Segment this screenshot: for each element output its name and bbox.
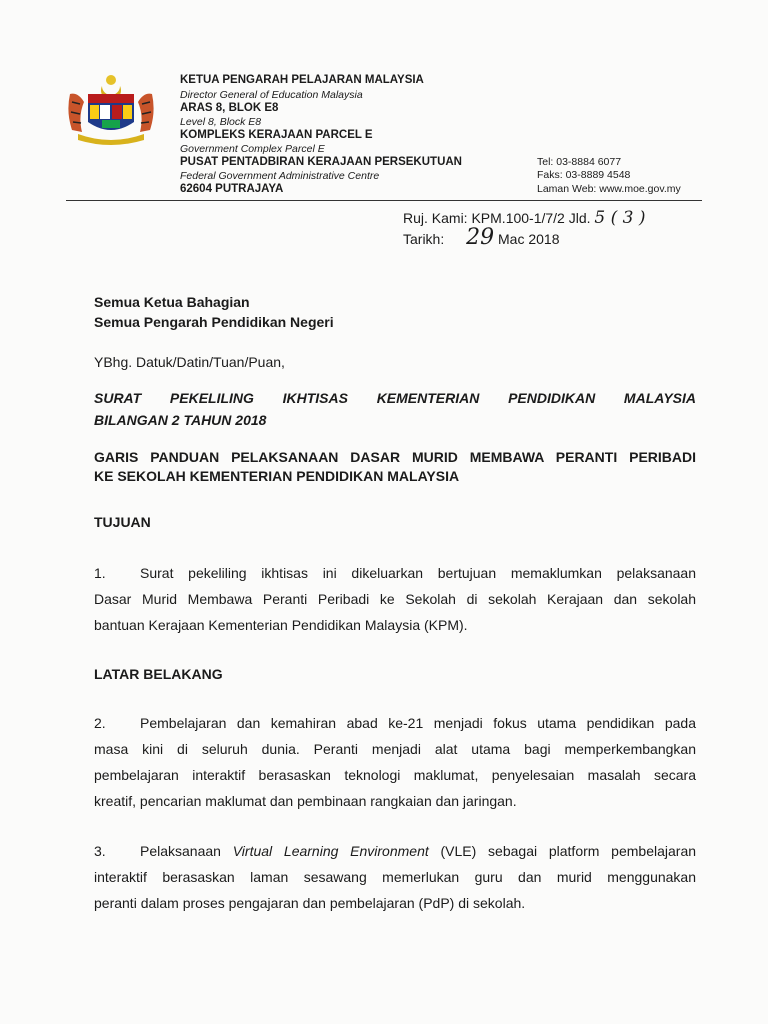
paragraph-1-line-2: Dasar Murid Membawa Peranti Peribadi ke Sekolah di sekolah Kerajaan dan sekolah xyxy=(94,591,696,607)
paragraph-3-line-3: peranti dalam proses pengajaran dan pembelajaran (PdP) di sekolah. xyxy=(94,895,526,911)
section-heading-tujuan: TUJUAN xyxy=(94,514,151,530)
paragraph-1-line-3: bantuan Kerajaan Kementerian Pendidikan Malaysia (KPM). xyxy=(94,617,468,633)
coat-of-arms-icon xyxy=(62,72,160,148)
date-label: Tarikh: xyxy=(403,231,445,247)
contact-web: Laman Web: www.moe.gov.my xyxy=(537,183,681,195)
letterhead-line-8: Federal Government Administrative Centre xyxy=(180,170,380,182)
paragraph-2-line-3: pembelajaran interaktif berasaskan teknologi maklumat, penyelesaian masalah secara xyxy=(94,767,696,783)
contact-fax: Faks: 03-8889 4548 xyxy=(537,169,631,181)
letterhead-line-5: KOMPLEKS KERAJAAN PARCEL E xyxy=(180,129,373,141)
paragraph-2-line-1: 2. Pembelajaran dan kemahiran abad ke-21 menjadi fokus utama pendidikan pada xyxy=(94,715,696,731)
paragraph-3-line-1: 3. Pelaksanaan Virtual Learning Environment (VLE) sebagai platform pembelajaran xyxy=(94,843,697,859)
letterhead-divider xyxy=(66,200,702,201)
reference-label: Ruj. Kami: KPM.100-1/7/2 Jld. xyxy=(403,210,591,226)
letterhead-line-6: Government Complex Parcel E xyxy=(180,143,325,155)
subject-line-1: GARIS PANDUAN PELAKSANAAN DASAR MURID MEMBAWA PERANTI PERIBADI xyxy=(94,449,696,465)
subject-line-2: KE SEKOLAH KEMENTERIAN PENDIDIKAN MALAYSIA xyxy=(94,468,460,484)
paragraph-2-line-2: masa kini di seluruh dunia. Peranti menjadi alat utama bagi memperkembangkan xyxy=(94,741,696,757)
reference-handwritten: 5 ( 3 ) xyxy=(594,208,646,228)
letterhead-line-4: Level 8, Block E8 xyxy=(180,116,262,128)
paragraph-1 xyxy=(94,560,696,638)
salutation: YBhg. Datuk/Datin/Tuan/Puan, xyxy=(94,354,285,370)
paragraph-2 xyxy=(94,710,696,814)
letterhead-line-3: ARAS 8, BLOK E8 xyxy=(180,102,279,114)
recipient-line-1: Semua Ketua Bahagian xyxy=(94,294,250,310)
contact-tel: Tel: 03-8884 6077 xyxy=(537,156,622,168)
letterhead-line-2: Director General of Education Malaysia xyxy=(180,89,363,101)
section-heading-latar-belakang: LATAR BELAKANG xyxy=(94,666,223,682)
date-handwritten-day: 29 xyxy=(466,225,495,250)
date-line xyxy=(403,225,560,250)
paragraph-1-line-1: 1. Surat pekeliling ikhtisas ini dikeluarkan bertujuan memaklumkan pelaksanaan xyxy=(94,565,696,581)
circular-title-line-2: BILANGAN 2 TAHUN 2018 xyxy=(94,412,267,428)
paragraph-3 xyxy=(94,838,696,916)
letterhead-line-7: PUSAT PENTADBIRAN KERAJAAN PERSEKUTUAN xyxy=(180,156,462,168)
paragraph-2-line-4: kreatif, pencarian maklumat dan pembinaan rangkaian dan jaringan. xyxy=(94,793,517,809)
date-month-year: Mac 2018 xyxy=(498,231,560,247)
recipient-line-2: Semua Pengarah Pendidikan Negeri xyxy=(94,314,334,330)
paragraph-3-line-2: interaktif berasaskan laman sesawang memerlukan guru dan murid menggunakan xyxy=(94,869,696,885)
letterhead-line-1: KETUA PENGARAH PELAJARAN MALAYSIA xyxy=(180,74,424,86)
circular-title-line-1: SURAT PEKELILING IKHTISAS KEMENTERIAN PENDIDIKAN MALAYSIA xyxy=(94,390,696,406)
letterhead-line-9: 62604 PUTRAJAYA xyxy=(180,183,284,195)
